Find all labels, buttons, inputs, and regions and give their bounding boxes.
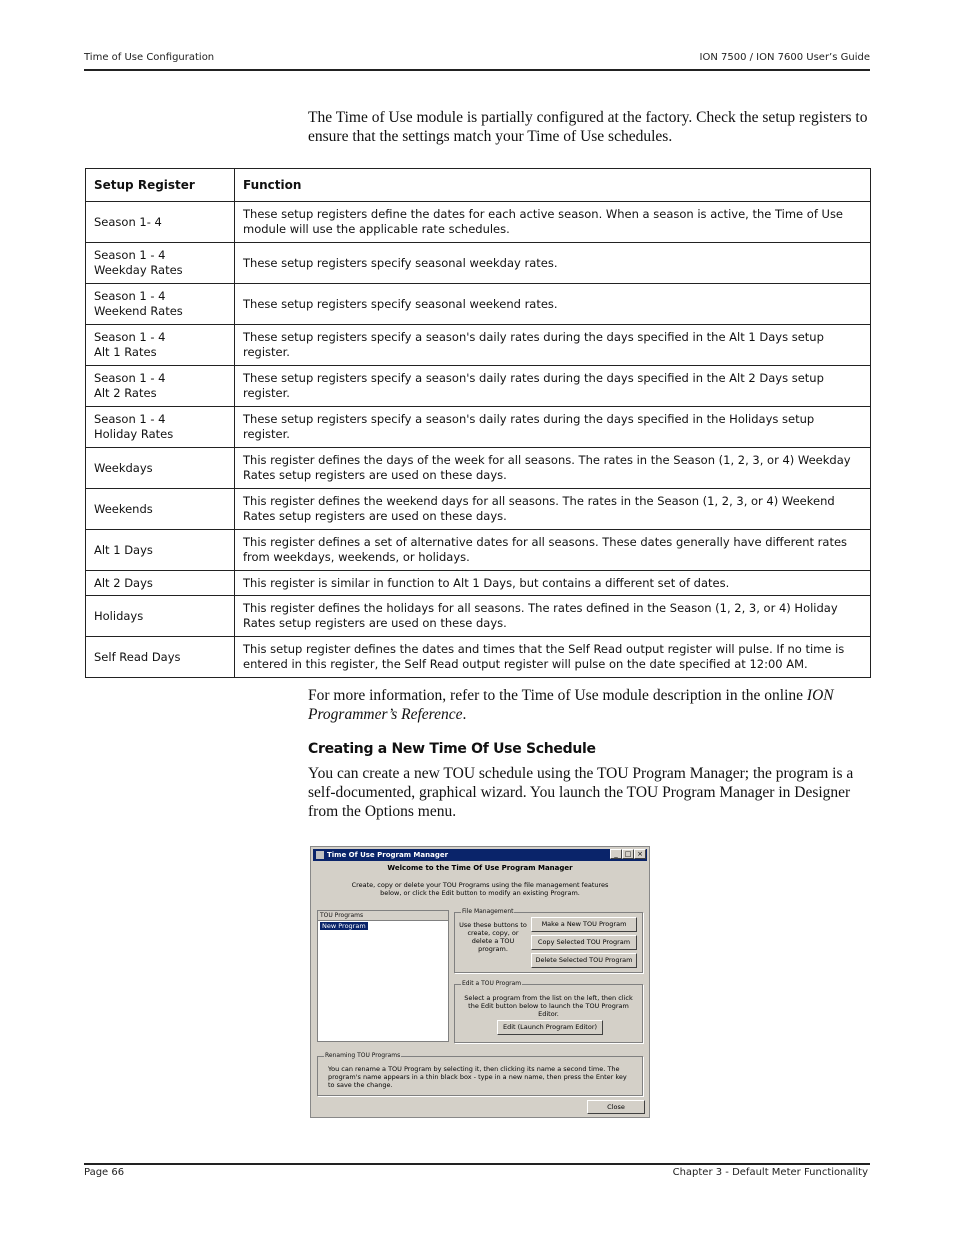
file-management-group <box>454 908 643 973</box>
list-item-selected[interactable]: New Program <box>322 922 366 930</box>
footer-rule <box>84 1163 870 1165</box>
close-button[interactable]: Close <box>587 1100 645 1114</box>
table-row <box>86 530 871 571</box>
register-cell: Weekends <box>86 489 235 530</box>
window-title: Time Of Use Program Manager <box>327 851 449 859</box>
table-row <box>86 637 871 678</box>
delete-program-button[interactable]: Delete Selected TOU Program <box>531 953 637 968</box>
function-cell: This register defines the days of the week for all seasons. The rates in the Season (1, 2, 3, or 4) Weekday Rates setup registers are used on these days. <box>235 448 871 489</box>
page-number: Page 66 <box>84 1167 125 1178</box>
table-row <box>86 448 871 489</box>
section-heading: Creating a New Time Of Use Schedule <box>308 741 596 757</box>
renaming-group <box>317 1052 643 1096</box>
register-cell: Alt 1 Days <box>86 530 235 571</box>
tou-programs-list[interactable] <box>317 910 449 1042</box>
table-row <box>86 202 871 243</box>
create-paragraph: You can create a new TOU schedule using the TOU Program Manager; the program is a self-documented, graphical wizard. You launch the TOU Program Manager in Designer from the Options menu. <box>308 765 854 820</box>
register-cell: Self Read Days <box>86 637 235 678</box>
table-row <box>86 407 871 448</box>
welcome-heading: Welcome to the Time Of Use Program Manager <box>387 864 573 872</box>
edit-program-group <box>454 980 643 1043</box>
header-rule <box>84 69 870 71</box>
more-info-end: . <box>462 706 467 723</box>
function-cell: This register defines a set of alternative dates for all seasons. These dates generally have different rates from weekdays, weekends, or holidays. <box>235 530 871 571</box>
group-label: Edit a TOU Program <box>462 980 522 987</box>
function-cell: This register defines the weekend days for all seasons. The rates in the Season (1, 2, 3, or 4) Weekend Rates setup registers are used on these days. <box>235 489 871 530</box>
close-icon[interactable]: × <box>634 849 646 859</box>
edit-program-button[interactable]: Edit (Launch Program Editor) <box>497 1020 603 1035</box>
function-cell: These setup registers specify a season's daily rates during the days specified in the Alt 1 Days setup register. <box>235 325 871 366</box>
table-row <box>86 325 871 366</box>
register-cell: Season 1 - 4 Alt 1 Rates <box>86 325 235 366</box>
register-cell: Season 1 - 4 Weekday Rates <box>86 243 235 284</box>
function-cell: This setup register defines the dates and times that the Self Read output register will pulse. If no time is entered in this register, the Self Read output register will pulse on the date specified at 12:00 AM. <box>235 637 871 678</box>
function-cell: These setup registers specify seasonal weekday rates. <box>235 243 871 284</box>
table-row <box>86 284 871 325</box>
setup-register-table <box>85 168 871 678</box>
app-icon <box>316 851 324 859</box>
make-program-button[interactable]: Make a New TOU Program <box>531 917 637 932</box>
group-label: File Management <box>462 908 514 915</box>
register-cell: Season 1 - 4 Holiday Rates <box>86 407 235 448</box>
chapter-footer: Chapter 3 - Default Meter Functionality <box>672 1167 868 1178</box>
function-cell: These setup registers specify a season's daily rates during the days specified in the Holidays setup register. <box>235 407 871 448</box>
table-row <box>86 243 871 284</box>
function-cell: This register is similar in function to Alt 1 Days, but contains a different set of dates. <box>235 571 871 596</box>
tou-program-manager-screenshot <box>310 846 650 1118</box>
window-title-bar <box>313 849 647 861</box>
more-info-paragraph <box>308 686 870 724</box>
more-info-text: For more information, refer to the Time of Use module description in the online <box>308 687 807 704</box>
welcome-subtitle: Create, copy or delete your TOU Programs using the file management features below, or click the Edit button to modify an existing Program. <box>351 881 609 897</box>
minimize-icon[interactable]: _ <box>610 849 622 859</box>
table-row <box>86 366 871 407</box>
group-label: Renaming TOU Programs <box>325 1052 401 1059</box>
function-cell: These setup registers specify seasonal weekend rates. <box>235 284 871 325</box>
maximize-icon[interactable]: □ <box>622 849 634 859</box>
register-cell: Holidays <box>86 596 235 637</box>
file-management-text: Use these buttons to create, copy, or delete a TOU program. <box>459 921 527 953</box>
column-header-register: Setup Register <box>86 169 235 202</box>
register-cell: Season 1 - 4 Weekend Rates <box>86 284 235 325</box>
table-row <box>86 489 871 530</box>
function-cell: These setup registers define the dates for each active season. When a season is active, the Time of Use module will use the applicable rate schedules. <box>235 202 871 243</box>
table-row <box>86 596 871 637</box>
register-cell: Alt 2 Days <box>86 571 235 596</box>
table-row <box>86 571 871 596</box>
function-cell: This register defines the holidays for all seasons. The rates defined in the Season (1, 2, 3, or 4) Holiday Rates setup registers are used on these days. <box>235 596 871 637</box>
register-cell: Weekdays <box>86 448 235 489</box>
intro-paragraph: The Time of Use module is partially configured at the factory. Check the setup registers to ensure that the settings match your Time of Use schedules. <box>308 109 868 145</box>
register-cell: Season 1- 4 <box>86 202 235 243</box>
list-header: TOU Programs <box>318 911 448 921</box>
rename-text: You can rename a TOU Program by selecting it, then clicking its name a second time. The program's name appears in a thin black box - type in a new name, then press the Enter key to save the change. <box>328 1065 627 1089</box>
edit-text: Select a program from the list on the left, then click the Edit button below to launch the TOU Program Editor. <box>464 994 633 1018</box>
column-header-function: Function <box>235 169 871 202</box>
running-header-left: Time of Use Configuration <box>84 52 215 63</box>
register-cell: Season 1 - 4 Alt 2 Rates <box>86 366 235 407</box>
copy-program-button[interactable]: Copy Selected TOU Program <box>531 935 637 950</box>
function-cell: These setup registers specify a season's daily rates during the days specified in the Alt 2 Days setup register. <box>235 366 871 407</box>
reference-title: ION Programmer’s Reference <box>308 687 834 723</box>
running-header-right: ION 7500 / ION 7600 User’s Guide <box>699 52 870 63</box>
